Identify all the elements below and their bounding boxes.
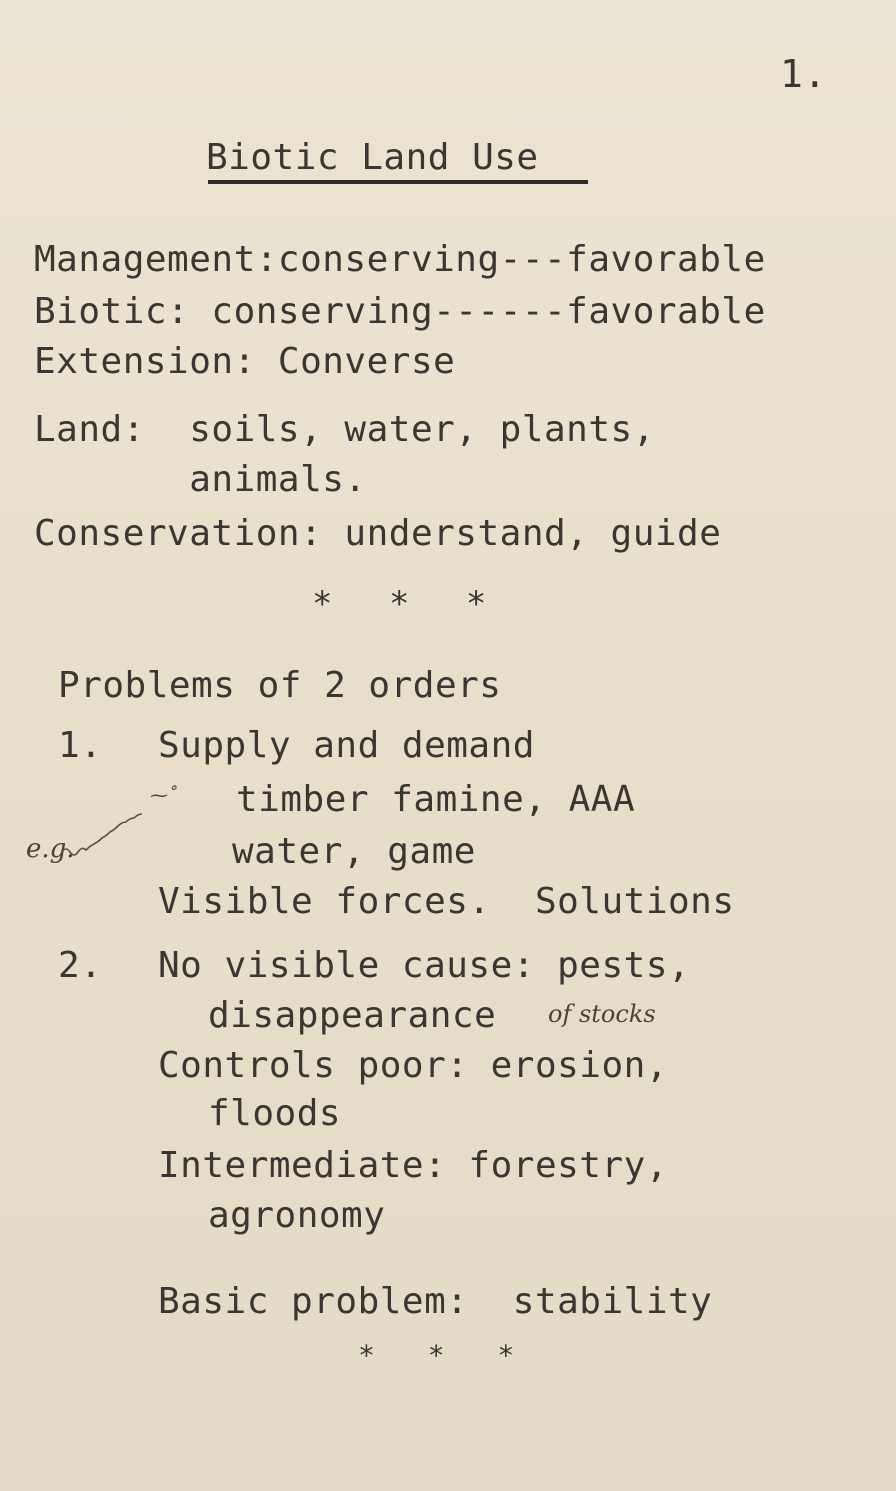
problem-1-line-2: timber famine, AAA [236,779,636,820]
definition-extension: Extension: Converse [34,341,456,382]
section-separator-end: * * * [358,1339,533,1372]
handwritten-margin-note: e.g. [26,834,75,864]
title-underline [208,180,588,184]
problem-1-number: 1. [58,725,103,766]
page-number: 1. [780,52,827,96]
problem-1-line-3: water, game [232,831,476,872]
handwritten-mark: ⁓˚ [150,785,177,806]
problem-2-line-1: No visible cause: pests, [158,945,691,986]
definition-management: Management:conserving---favorable [34,239,766,280]
problem-2-line-2: disappearance [208,995,497,1036]
problem-2-line-5: Intermediate: forestry, [158,1145,668,1186]
problems-heading: Problems of 2 orders [58,665,502,706]
definition-land: Land: soils, water, plants, [34,409,655,450]
problem-1-line-4: Visible forces. Solutions [158,881,735,922]
problem-2-number: 2. [58,945,103,986]
definition-conservation: Conservation: understand, guide [34,513,722,554]
problem-2-line-6: agronomy [208,1195,386,1236]
handwritten-annotation: of stocks [548,1000,656,1028]
problem-2-line-4: floods [208,1093,342,1134]
problem-2-line-3: Controls poor: erosion, [158,1045,668,1086]
page-title: Biotic Land Use [206,137,539,178]
definition-biotic: Biotic: conserving------favorable [34,291,766,332]
definition-land-cont: animals. [34,459,367,500]
problem-1-title: Supply and demand [158,725,535,766]
section-separator: * * * [312,584,505,624]
handwritten-squiggle [60,800,180,860]
basic-problem: Basic problem: stability [158,1281,713,1322]
